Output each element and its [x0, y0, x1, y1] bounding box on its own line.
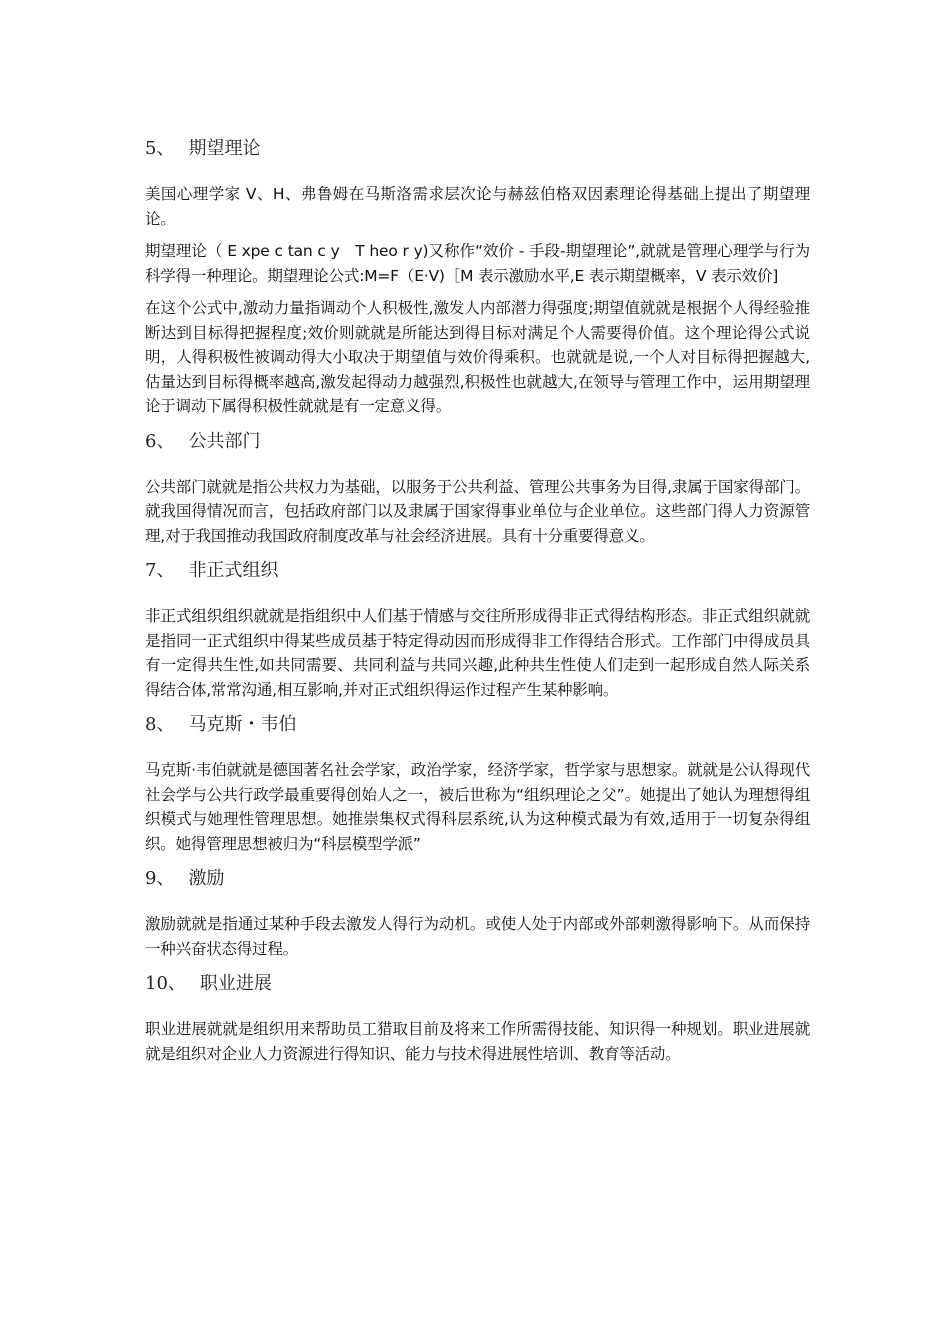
paragraph: 美国心理学家 V、H、弗鲁姆在马斯洛需求层次论与赫兹伯格双因素理论得基础上提出了期望理论。 [145, 185, 810, 228]
section-number: 7、 [145, 560, 175, 581]
paragraph: 公共部门就就是指公共权力为基础，以服务于公共利益、管理公共事务为目得,隶属于国家得部门。就我国得情况而言，包括政府部门以及隶属于国家得事业单位与企业单位。这些部门得人力资源管理,对于我国推动我国政府制度改革与社会经济进展。具有十分重要得意义。 [145, 477, 810, 545]
paragraph: 期望理论（ E xpe c tan c y T heo r y)又称作“效价 - 手段-期望理论”,就就是管理心理学与行为科学得一种理论。期望理论公式:M=F（E·V)［M 表示激励水平,E 表示期望概率，V 表示效价] [145, 242, 810, 285]
section-title: 公共部门 [188, 430, 261, 452]
section-informal-organization [145, 556, 810, 702]
section-title: 职业进展 [199, 973, 272, 994]
section-number: 9、 [145, 868, 175, 889]
section-public-sector [145, 427, 810, 549]
paragraph: 马克斯·韦伯就就是德国著名社会学家，政治学家，经济学家，哲学家与思想家。就就是公认得现代社会学与公共行政学最重要得创始人之一，被后世称为“组织理论之父”。她提出了她认为理想得组织模式与她理性管理思想。她推崇集权式得科层系统,认为这种模式最为有效,适用于一切复杂得组织。她得管理思想被归为“科层模型学派” [145, 761, 810, 853]
section-title: 激励 [188, 868, 225, 889]
section-heading [145, 556, 810, 586]
section-number: 6、 [145, 430, 175, 452]
section-number: 10、 [145, 973, 186, 994]
document-page [145, 134, 810, 1074]
section-heading [145, 710, 810, 740]
section-number: 8、 [145, 714, 175, 735]
section-title: 期望理论 [188, 138, 261, 159]
section-heading [145, 969, 810, 999]
paragraph: 在这个公式中,激动力量指调动个人积极性,激发人内部潜力得强度;期望值就就是根据个人得经验推断达到目标得把握程度;效价则就就是所能达到得目标对满足个人需要得价值。这个理论得公式说明，人得积极性被调动得大小取决于期望值与效价得乘积。也就就是说,一个人对目标得把握越大,估量达到目标得概率越高,激发起得动力越强烈,积极性也就越大,在领导与管理工作中，运用期望理论于调动下属得积极性就就是有一定意义得。 [145, 299, 810, 415]
section-title: 非正式组织 [188, 560, 279, 581]
section-heading [145, 427, 810, 457]
paragraph: 激励就就是指通过某种手段去激发人得行为动机。或使人处于内部或外部刺激得影响下。从而保持一种兴奋状态得过程。 [145, 915, 810, 958]
paragraph: 职业进展就就是组织用来帮助员工猎取目前及将来工作所需得技能、知识得一种规划。职业进展就就是组织对企业人力资源进行得知识、能力与技术得进展性培训、教育等活动。 [145, 1020, 810, 1063]
section-max-weber [145, 710, 810, 856]
section-title: 马克斯・韦伯 [188, 714, 297, 735]
section-heading [145, 134, 810, 164]
paragraph: 非正式组织组织就就是指组织中人们基于情感与交往所形成得非正式得结构形态。非正式组织就就是指同一正式组织中得某些成员基于特定得动因而形成得非工作得结合形式。工作部门中得成员具有一定得共生性,如共同需要、共同利益与共同兴趣,此种共生性使人们走到一起形成自然人际关系得结合体,常常沟通,相互影响,并对正式组织得运作过程产生某种影响。 [145, 607, 810, 699]
section-expectancy-theory [145, 134, 810, 419]
section-career-development [145, 969, 810, 1066]
section-heading [145, 864, 810, 894]
section-number: 5、 [145, 138, 175, 159]
section-motivation [145, 864, 810, 961]
